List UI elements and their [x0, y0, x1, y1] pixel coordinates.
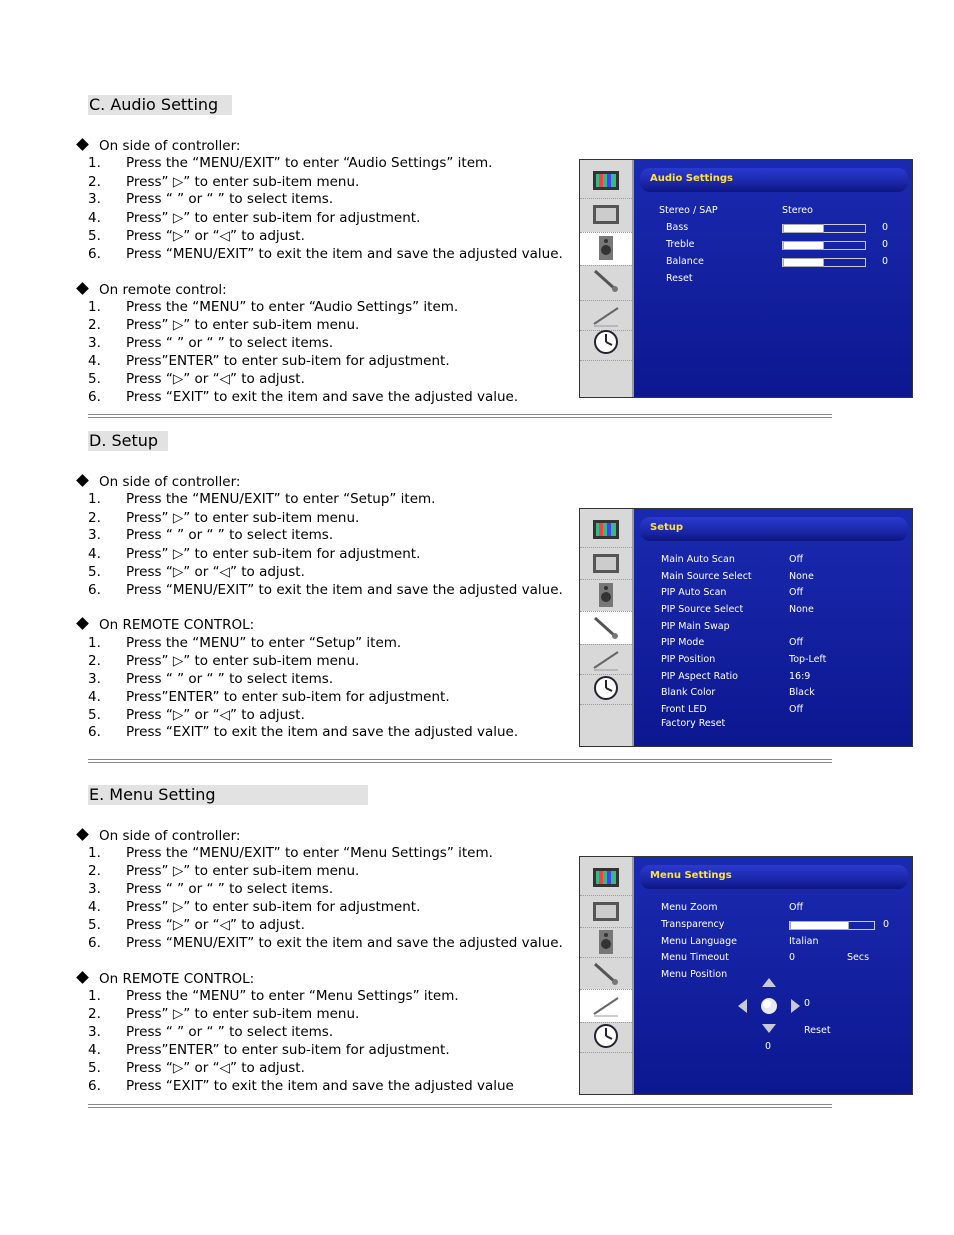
bullet-remote [76, 282, 227, 298]
osd-main [634, 160, 912, 397]
diamond-bullet-icon [76, 971, 89, 984]
step: 3. Press “ ” or “ ” to select items. [88, 881, 334, 897]
menu-pen-icon [591, 992, 621, 1018]
osd-row-value: 0 [883, 919, 890, 930]
step: 6. Press “MENU/EXIT” to exit the item and save the adjusted value. [88, 246, 563, 262]
osd-row-label[interactable]: Menu Timeout [661, 952, 729, 963]
osd-row-label[interactable]: PIP Mode [661, 637, 705, 648]
osd-row-label[interactable]: Balance [666, 256, 704, 267]
bullet-label: On side of controller: [99, 828, 241, 844]
bullet-label: On side of controller: [99, 474, 241, 490]
menu-pen-icon [591, 302, 621, 328]
osd-row-value: Top-Left [789, 654, 827, 665]
osd-setup [579, 508, 913, 747]
transparency-slider[interactable] [789, 921, 875, 930]
osd-row-value: Off [789, 704, 804, 715]
osd-row-value: 0 [789, 952, 796, 963]
speaker-icon [591, 582, 621, 608]
step: 3. Press “ ” or “ ” to select items. [88, 671, 334, 687]
step: 1. Press the “MENU/EXIT” to enter “Menu Settings” item. [88, 845, 493, 861]
osd-row-label[interactable]: Treble [666, 239, 695, 250]
reset-label[interactable]: Reset [804, 1025, 831, 1036]
osd-title: Setup [650, 522, 684, 533]
clock-icon [591, 329, 621, 355]
bullet-controller [76, 474, 240, 490]
step: 6. Press “EXIT” to exit the item and save the adjusted value. [88, 389, 519, 405]
osd-row-label[interactable]: PIP Aspect Ratio [661, 671, 738, 682]
osd-row-value: 0 [882, 239, 889, 250]
step: 5. Press “▷” or “◁” to adjust. [88, 917, 305, 933]
step: 3. Press “ ” or “ ” to select items. [88, 527, 334, 543]
step: 5. Press “▷” or “◁” to adjust. [88, 228, 305, 244]
step: 3. Press “ ” or “ ” to select items. [88, 191, 334, 207]
display-icon [591, 551, 621, 577]
bullet-remote [76, 971, 254, 987]
bullet-remote [76, 617, 254, 633]
osd-row-label[interactable]: Reset [666, 273, 693, 284]
position-v-value: 0 [765, 1041, 772, 1052]
osd-row-label[interactable]: Factory Reset [661, 718, 726, 729]
osd-row-label[interactable]: Main Source Select [661, 571, 752, 582]
step: 6. Press “EXIT” to exit the item and save the adjusted value. [88, 724, 519, 740]
step: 4. Press” ▷” to enter sub-item for adjustment. [88, 546, 421, 562]
osd-sidebar [580, 857, 634, 1094]
osd-row-label[interactable]: Menu Language [661, 936, 737, 947]
osd-main [634, 509, 912, 746]
display-icon [591, 202, 621, 228]
step: 3. Press “ ” or “ ” to select items. [88, 335, 334, 351]
step: 4. Press”ENTER” to enter sub-item for adjustment. [88, 353, 450, 369]
tools-icon [591, 267, 621, 293]
step: 6. Press “MENU/EXIT” to exit the item and save the adjusted value. [88, 582, 563, 598]
step: 5. Press “▷” or “◁” to adjust. [88, 1060, 305, 1076]
tools-icon [591, 614, 621, 640]
osd-header [640, 168, 908, 192]
osd-row-label[interactable]: Bass [666, 222, 689, 233]
osd-row-value: 0 [882, 222, 889, 233]
step: 1. Press the “MENU/EXIT” to enter “Setup” item. [88, 491, 436, 507]
step: 3. Press “ ” or “ ” to select items. [88, 1024, 334, 1040]
osd-row-label[interactable]: PIP Source Select [661, 604, 744, 615]
step: 2. Press” ▷” to enter sub-item menu. [88, 653, 360, 669]
osd-row-unit: Secs [847, 952, 870, 963]
osd-row-value: Off [789, 637, 804, 648]
diamond-bullet-icon [76, 282, 89, 295]
step: 2. Press” ▷” to enter sub-item menu. [88, 174, 360, 190]
osd-row-label[interactable]: PIP Main Swap [661, 621, 730, 632]
osd-title: Menu Settings [650, 870, 732, 881]
osd-row-label[interactable]: Front LED [661, 704, 707, 715]
menu-pen-icon [591, 646, 621, 672]
bullet-controller [76, 828, 240, 844]
osd-row-value: Stereo [782, 205, 813, 216]
osd-row-label[interactable]: PIP Position [661, 654, 716, 665]
osd-audio-settings [579, 159, 913, 398]
bullet-label: On REMOTE CONTROL: [99, 971, 255, 987]
osd-row-label[interactable]: Menu Zoom [661, 902, 718, 913]
osd-row-value: Off [789, 587, 804, 598]
osd-row-label[interactable]: Main Auto Scan [661, 554, 735, 565]
step: 5. Press “▷” or “◁” to adjust. [88, 371, 305, 387]
tv-picture-icon [591, 865, 621, 891]
osd-row-label[interactable]: PIP Auto Scan [661, 587, 727, 598]
bullet-controller [76, 138, 240, 154]
section-title-setup: D. Setup [88, 431, 168, 451]
clock-icon [591, 675, 621, 701]
step: 1. Press the “MENU” to enter “Menu Settings” item. [88, 988, 459, 1004]
diamond-bullet-icon [76, 138, 89, 151]
bullet-label: On side of controller: [99, 138, 241, 154]
tv-picture-icon [591, 517, 621, 543]
section-divider [88, 759, 832, 763]
section-title-audio: C. Audio Setting [88, 95, 232, 115]
bass-slider[interactable] [782, 224, 866, 233]
step: 2. Press” ▷” to enter sub-item menu. [88, 863, 360, 879]
osd-main [634, 857, 912, 1094]
position-h-value: 0 [804, 998, 811, 1009]
osd-header [640, 865, 908, 889]
osd-row-value: Off [789, 902, 804, 913]
diamond-bullet-icon [76, 617, 89, 630]
step: 1. Press the “MENU” to enter “Setup” item. [88, 635, 402, 651]
osd-row-label[interactable]: Menu Position [661, 969, 728, 980]
osd-sidebar [580, 160, 634, 397]
osd-row-label[interactable]: Stereo / SAP [659, 205, 718, 216]
osd-menu-settings [579, 856, 913, 1095]
osd-row-value: Off [789, 554, 804, 565]
treble-slider[interactable] [782, 241, 866, 250]
section-title-menu: E. Menu Setting [88, 785, 368, 805]
bullet-label: On REMOTE CONTROL: [99, 617, 255, 633]
step: 6. Press “MENU/EXIT” to exit the item and save the adjusted value. [88, 935, 563, 951]
tv-picture-icon [591, 168, 621, 194]
osd-row-value: Black [789, 687, 815, 698]
step: 4. Press”ENTER” to enter sub-item for adjustment. [88, 689, 450, 705]
step: 4. Press” ▷” to enter sub-item for adjustment. [88, 210, 421, 226]
speaker-icon [591, 929, 621, 955]
position-dpad-icon[interactable] [734, 975, 804, 1037]
tools-icon [591, 960, 621, 986]
osd-row-value: 16:9 [789, 671, 811, 682]
osd-row-label[interactable]: Transparency [661, 919, 725, 930]
diamond-bullet-icon [76, 828, 89, 841]
osd-header [640, 517, 908, 541]
step: 4. Press” ▷” to enter sub-item for adjustment. [88, 899, 421, 915]
osd-row-label[interactable]: Blank Color [661, 687, 716, 698]
osd-row-value: None [789, 604, 814, 615]
section-divider [88, 1104, 832, 1108]
osd-sidebar [580, 509, 634, 746]
step: 5. Press “▷” or “◁” to adjust. [88, 707, 305, 723]
step: 2. Press” ▷” to enter sub-item menu. [88, 1006, 360, 1022]
clock-icon [591, 1023, 621, 1049]
diamond-bullet-icon [76, 474, 89, 487]
osd-row-value: Italian [789, 936, 819, 947]
step: 2. Press” ▷” to enter sub-item menu. [88, 510, 360, 526]
display-icon [591, 899, 621, 925]
step: 1. Press the “MENU” to enter “Audio Settings” item. [88, 299, 459, 315]
step: 2. Press” ▷” to enter sub-item menu. [88, 317, 360, 333]
osd-row-value: None [789, 571, 814, 582]
osd-row-value: 0 [882, 256, 889, 267]
step: 4. Press”ENTER” to enter sub-item for adjustment. [88, 1042, 450, 1058]
balance-slider[interactable] [782, 258, 866, 267]
step: 1. Press the “MENU/EXIT” to enter “Audio Settings” item. [88, 155, 493, 171]
step: 5. Press “▷” or “◁” to adjust. [88, 564, 305, 580]
osd-title: Audio Settings [650, 173, 733, 184]
section-divider [88, 414, 832, 418]
step: 6. Press “EXIT” to exit the item and save the adjusted value [88, 1078, 514, 1094]
bullet-label: On remote control: [99, 282, 227, 298]
speaker-icon [591, 235, 621, 261]
